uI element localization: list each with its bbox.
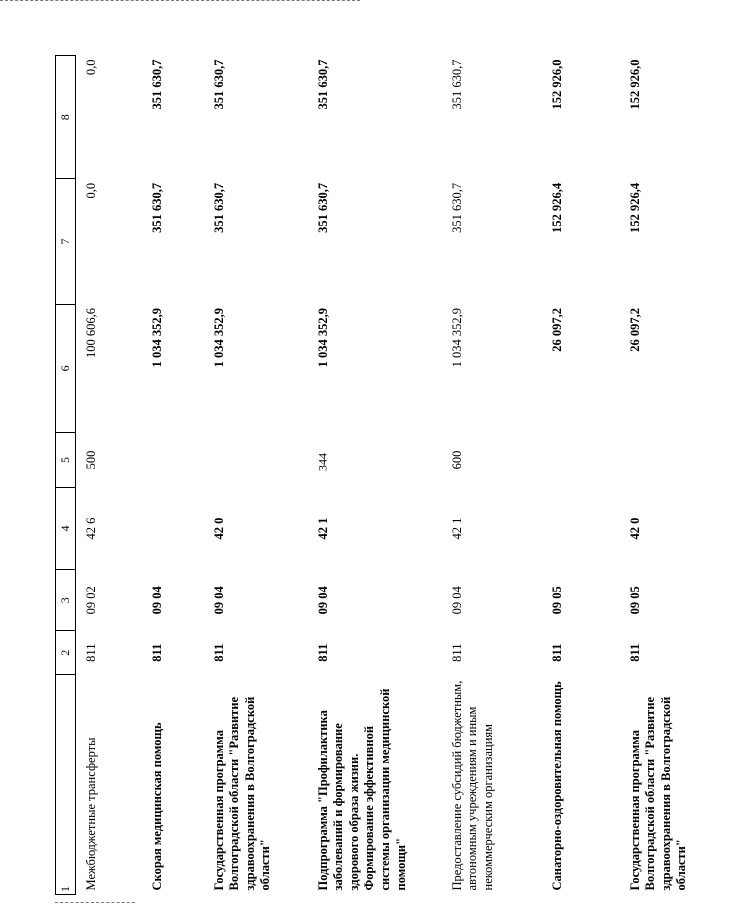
table-cell xyxy=(620,433,730,488)
table-cell: 351 630,7 xyxy=(315,59,330,110)
row-name-cell: Межбюджетные трансферты xyxy=(84,737,98,891)
table-cell: 1 034 352,9 xyxy=(149,308,164,368)
table-cell: 351 630,7 xyxy=(211,59,226,110)
row-name-cell: Государственная программа Волгоградской области "Развитие здравоохранения в Волгоградской области" xyxy=(627,696,689,891)
table-cell: 811 xyxy=(84,643,98,662)
table-cell: 600 xyxy=(449,450,464,470)
table-row xyxy=(204,56,308,895)
table-cell: 42 0 xyxy=(627,517,642,540)
bottom-scan-line xyxy=(55,902,135,903)
table-row xyxy=(542,56,620,895)
table-cell: 09 04 xyxy=(149,586,164,615)
table-cell: 811 xyxy=(211,643,226,662)
rotated-page xyxy=(55,55,689,895)
table-cell: 811 xyxy=(149,643,164,662)
table-cell: 500 xyxy=(84,450,98,470)
table-cell: 1 034 352,9 xyxy=(211,308,226,368)
row-name-cell: Санаторно-оздоровительная помощь xyxy=(549,681,564,891)
table-cell xyxy=(142,487,204,569)
table-cell: 811 xyxy=(449,643,464,662)
column-header: 4 xyxy=(56,487,76,569)
column-header: 6 xyxy=(56,304,76,433)
table-row xyxy=(308,56,442,895)
table-cell: 811 xyxy=(627,643,642,662)
table-cell: 09 04 xyxy=(449,586,464,615)
table-body xyxy=(76,56,730,895)
column-header: 1 xyxy=(56,675,76,895)
table-cell: 811 xyxy=(549,643,564,662)
table-cell: 351 630,7 xyxy=(449,182,464,233)
table-cell: 42 0 xyxy=(211,517,226,540)
table-cell xyxy=(542,487,620,569)
table-row xyxy=(620,56,730,895)
table-cell: 42 1 xyxy=(449,517,464,540)
table-cell: 1 034 352,9 xyxy=(315,308,330,368)
table-cell: 152 926,4 xyxy=(627,182,642,233)
column-header: 8 xyxy=(56,56,76,179)
row-name-cell: Скорая медицинская помощь xyxy=(149,722,164,891)
table-cell: 42 6 xyxy=(84,517,98,540)
table-cell: 0,0 xyxy=(84,182,98,199)
table-cell: 351 630,7 xyxy=(315,182,330,233)
table-row xyxy=(442,56,542,895)
table-cell: 351 630,7 xyxy=(149,59,164,110)
table-cell: 09 04 xyxy=(211,586,226,615)
row-name-cell: Предоставление субсидий бюджетным, автономным учреждениям и иным некоммерческим организациям xyxy=(449,680,495,891)
table-cell: 1 034 352,9 xyxy=(449,308,464,368)
table-row xyxy=(76,56,142,895)
header-row xyxy=(56,56,76,895)
table-cell xyxy=(204,433,308,488)
table-cell: 42 1 xyxy=(315,517,330,540)
column-header: 7 xyxy=(56,179,76,304)
table-cell xyxy=(308,433,442,488)
table-cell xyxy=(142,433,204,488)
page-number: 344 xyxy=(315,453,330,471)
table-cell: 26 097,2 xyxy=(627,308,642,352)
table-cell: 09 04 xyxy=(315,586,330,615)
table-cell: 09 05 xyxy=(549,586,564,615)
row-name-cell: Подпрограмма "Профилактика заболеваний и формирование здорового образа жизни. Формирование эффективной системы организации медицинской помощи" xyxy=(315,688,408,891)
table-cell: 0,0 xyxy=(84,59,98,76)
budget-table xyxy=(55,55,730,895)
column-header: 3 xyxy=(56,570,76,631)
table-cell: 351 630,7 xyxy=(211,182,226,233)
table-cell: 152 926,0 xyxy=(549,59,564,110)
column-header: 5 xyxy=(56,433,76,488)
table-cell: 351 630,7 xyxy=(149,182,164,233)
table-cell: 152 926,4 xyxy=(549,182,564,233)
table-cell: 26 097,2 xyxy=(549,308,564,352)
table-cell: 09 05 xyxy=(627,586,642,615)
table-cell: 152 926,0 xyxy=(627,59,642,110)
table-cell xyxy=(542,433,620,488)
column-header: 2 xyxy=(56,631,76,675)
row-name-cell: Государственная программа Волгоградской области "Развитие здравоохранения в Волгоградской области" xyxy=(211,696,273,891)
table-row xyxy=(142,56,204,895)
table-cell: 351 630,7 xyxy=(449,59,464,110)
table-cell: 09 02 xyxy=(84,586,98,615)
table-cell: 100 606,6 xyxy=(84,308,98,359)
table-cell: 811 xyxy=(315,643,330,662)
top-scan-line xyxy=(0,0,360,3)
